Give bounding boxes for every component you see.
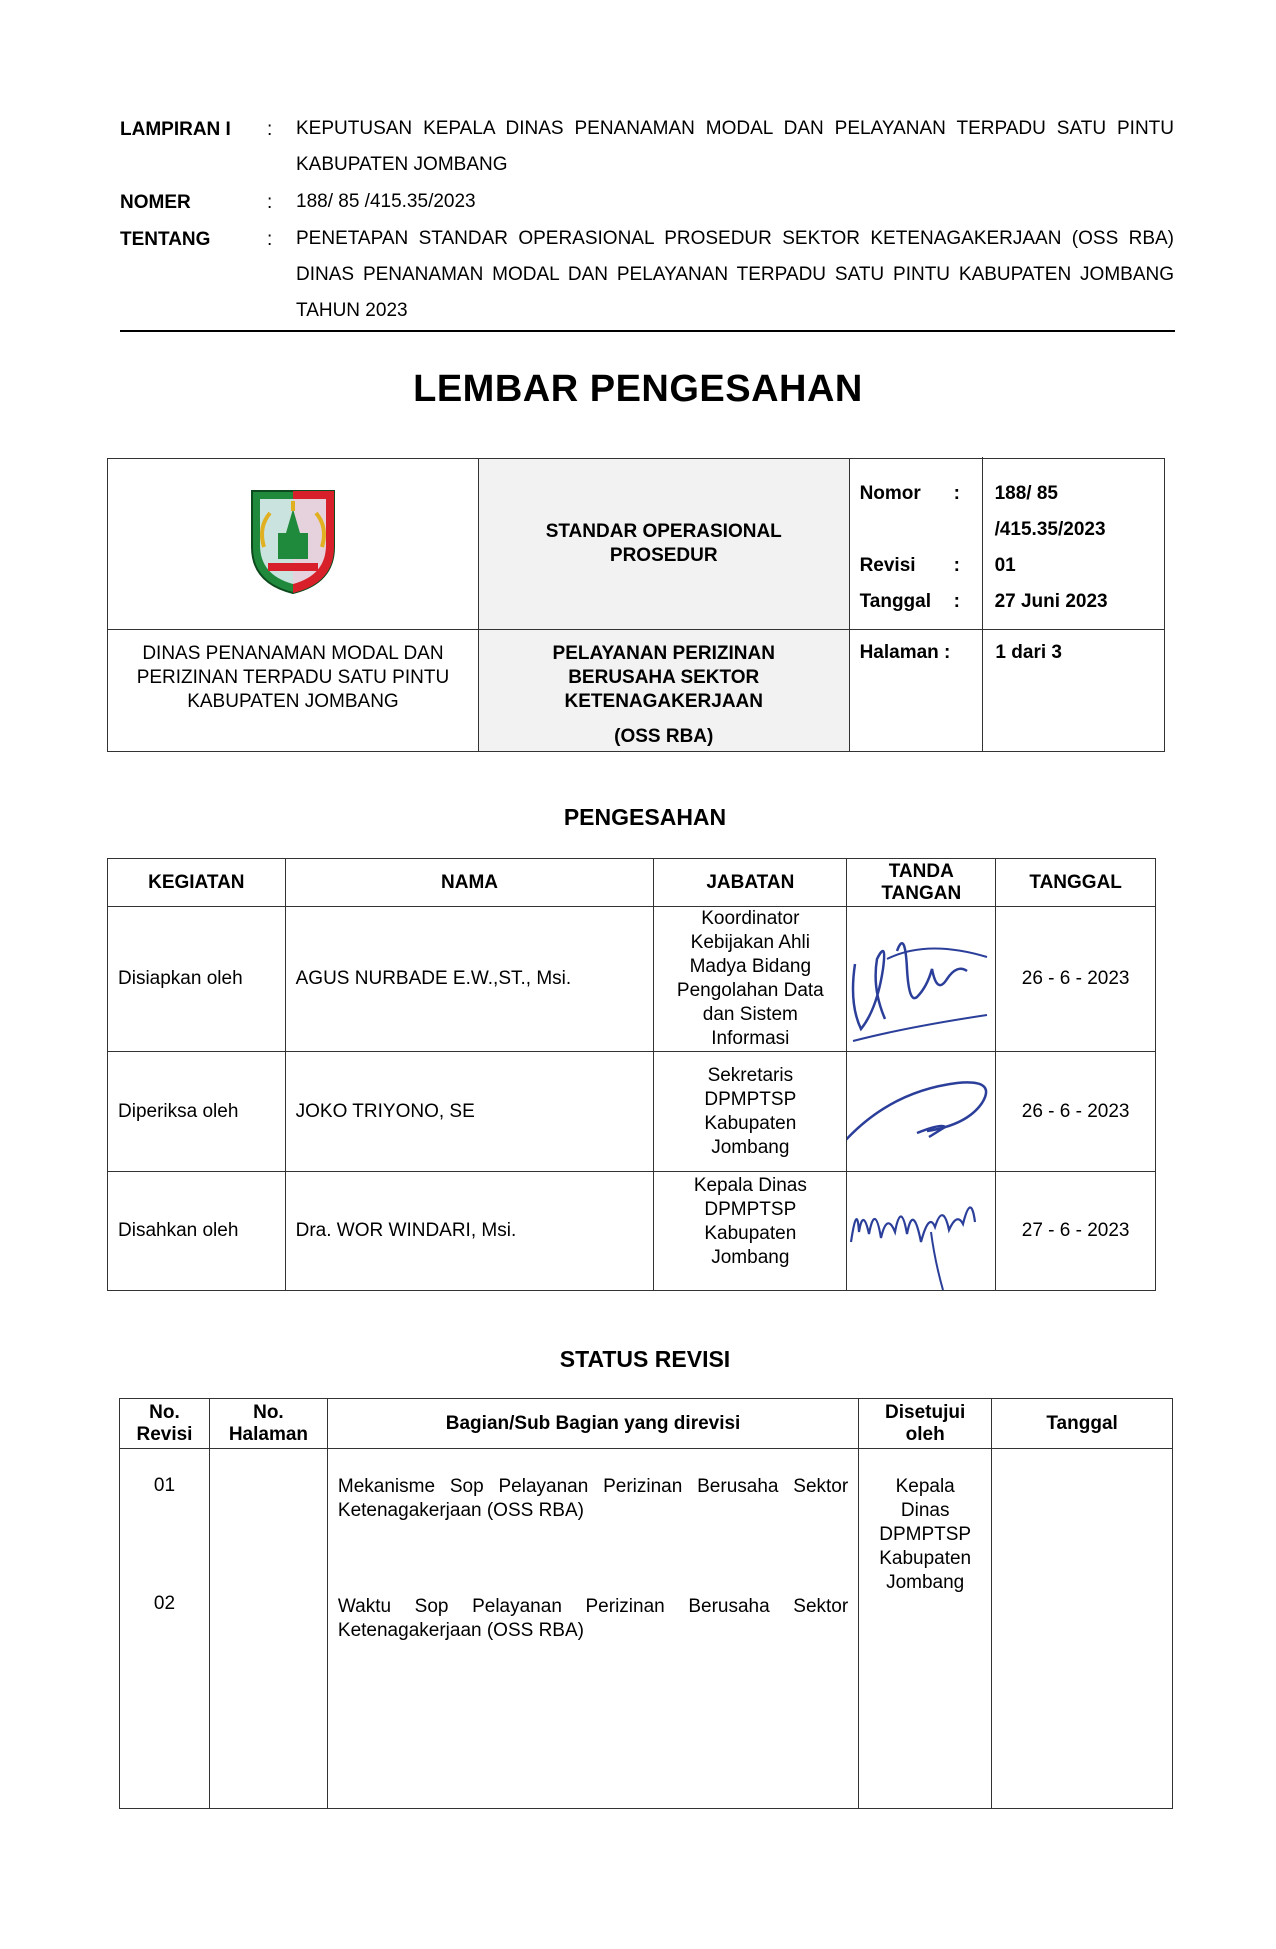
nomer-value: 188/ 85 /415.35/2023 [296,191,476,212]
table-row [108,907,1156,1052]
sop-meta-cell [849,459,1164,630]
jabatan-text: Sekretaris DPMPTSP Kabupaten Jombang [704,1064,797,1158]
tanggal-label: Tanggal [859,591,932,612]
nomor-colon: : [953,483,960,504]
revisi-colon: : [953,555,960,576]
revisi-1-description: Mekanisme Sop Pelayanan Perizinan Berusaha Sektor Ketenagakerjaan (OSS RBA) [337,1476,849,1521]
table-row [108,1052,1156,1172]
tanggal-cell: 26 - 6 - 2023 [996,907,1156,1052]
kegiatan-cell: Diperiksa oleh [108,1052,286,1172]
no-revisi-cell [120,1449,210,1809]
page-title: LEMBAR PENGESAHAN [413,368,863,410]
revisi-1-number: 01 [153,1475,176,1496]
signature-cell [847,1052,996,1172]
signature-cell [847,907,996,1052]
nama-cell: JOKO TRIYONO, SE [285,1052,654,1172]
col-disetujui-label: Disetujui oleh [885,1401,966,1445]
tanggal-colon: : [953,591,960,612]
service-name: PELAYANAN PERIZINAN BERUSAHA SEKTOR KETENAGAKERJAAN [552,643,775,712]
disetujui-cell [859,1449,992,1809]
tentang-label: TENTANG [120,229,211,250]
jabatan-cell [654,907,847,1052]
revisi-2-description: Waktu Sop Pelayanan Perizinan Berusaha Sektor Ketenagakerjaan (OSS RBA) [337,1596,849,1641]
col-tanda-tangan-label: TANDA TANGAN [881,860,962,904]
status-revisi-title: STATUS REVISI [559,1346,731,1372]
lampiran-value: KEPUTUSAN KEPALA DINAS PENANAMAN MODAL DAN PELAYANAN TERPADU SATU PINTU KABUPATEN JOMBANG [296,118,1174,175]
signature-cell [847,1172,996,1291]
nomer-label: NOMER [120,192,191,213]
pengesahan-title: PENGESAHAN [563,804,727,830]
header-divider [120,330,1175,332]
revisi-value: 01 [994,555,1016,576]
agency-name: DINAS PENANAMAN MODAL DAN PERIZINAN TERPADU SATU PINTU KABUPATEN JOMBANG [136,643,450,712]
col-jabatan: JABATAN [654,859,847,907]
col-no-revisi-label: No. Revisi [136,1401,193,1445]
col-no-halaman-label: No. Halaman [228,1401,309,1445]
col-tanggal: TANGGAL [996,859,1156,907]
col-disetujui [859,1399,992,1449]
col-nama: NAMA [285,859,654,907]
jabatan-text: Kepala Dinas DPMPTSP Kabupaten Jombang [693,1175,807,1268]
tanggal-cell: 27 - 6 - 2023 [996,1172,1156,1291]
jabatan-cell [654,1172,847,1291]
signature-wor [847,1172,995,1290]
nama-cell: AGUS NURBADE E.W.,ST., Msi. [285,907,654,1052]
tanggal-revisi-cell [992,1449,1173,1809]
logo-cell [108,459,479,630]
halaman-label: Halaman : [849,630,983,752]
halaman-value: 1 dari 3 [983,630,1165,752]
sop-title-cell [478,459,849,630]
nama-cell: Dra. WOR WINDARI, Msi. [285,1172,654,1291]
jabatan-text: Koordinator Kebijakan Ahli Madya Bidang Pengolahan Data dan Sistem Informasi [676,908,824,1049]
col-kegiatan: KEGIATAN [108,859,286,907]
bagian-cell [327,1449,858,1809]
nomor-label: Nomor [859,483,921,504]
service-subtitle: (OSS RBA) [614,726,714,747]
sop-identity-table [107,458,1165,752]
meta-divider [982,457,983,631]
lampiran-colon: : [267,119,273,140]
revisi-label: Revisi [859,555,916,576]
nomor-value-line-2: /415.35/2023 [994,519,1106,540]
kegiatan-cell: Disiapkan oleh [108,907,286,1052]
jombang-regency-emblem-icon [248,487,338,601]
signature-agus [847,909,995,1049]
service-cell [478,630,849,752]
signature-joko [847,1053,995,1171]
tentang-colon: : [267,229,273,250]
lampiran-label: LAMPIRAN I [120,119,231,140]
sop-title: STANDAR OPERASIONAL PROSEDUR [545,521,782,566]
nomor-value-line-1: 188/ 85 [994,483,1058,504]
col-no-revisi [120,1399,210,1449]
col-bagian: Bagian/Sub Bagian yang direvisi [327,1399,858,1449]
no-halaman-cell [209,1449,327,1809]
status-revisi-table [119,1398,1173,1809]
nomer-colon: : [267,192,273,213]
revisi-2-number: 02 [153,1593,176,1614]
tentang-value: PENETAPAN STANDAR OPERASIONAL PROSEDUR SEKTOR KETENAGAKERJAAN (OSS RBA) DINAS PENANAMAN MODAL DAN PELAYANAN TERPADU SATU PINTU KABUPATEN JOMBANG TAHUN 2023 [296,228,1174,321]
col-tanda-tangan [847,859,996,907]
approver-text: Kepala Dinas DPMPTSP Kabupaten Jombang [879,1476,972,1593]
table-row [108,1172,1156,1291]
col-tanggal-revisi: Tanggal [992,1399,1173,1449]
agency-cell [108,630,479,752]
jabatan-cell [654,1052,847,1172]
col-no-halaman [209,1399,327,1449]
kegiatan-cell: Disahkan oleh [108,1172,286,1291]
tanggal-value: 27 Juni 2023 [994,591,1108,612]
tanggal-cell: 26 - 6 - 2023 [996,1052,1156,1172]
pengesahan-table [107,858,1156,1291]
